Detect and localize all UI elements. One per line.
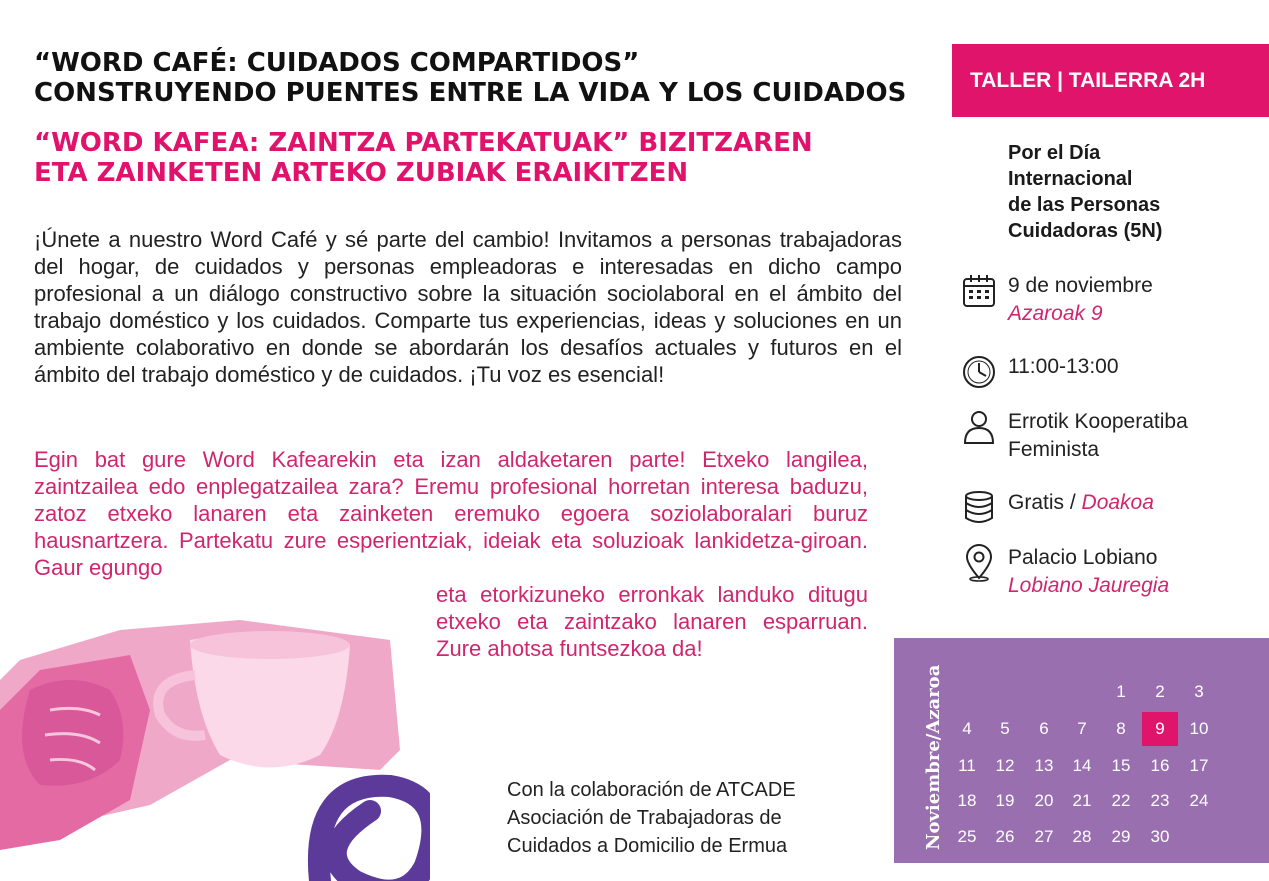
person-icon	[960, 408, 998, 446]
calendar-day-2: 2	[1155, 682, 1165, 701]
title-es-line1: “WORD CAFÉ: CUIDADOS COMPARTIDOS”	[34, 48, 640, 78]
title-spanish	[34, 48, 934, 108]
collab-line1: Con la colaboración de ATCADE	[507, 779, 796, 801]
info-venue	[960, 544, 1260, 604]
hand-cup-illustration	[0, 600, 430, 881]
calendar-day-4: 4	[962, 719, 972, 738]
title-es-line2: CONSTRUYENDO PUENTES ENTRE LA VIDA Y LOS CUIDADOS	[34, 78, 907, 108]
workshop-badge-label: TALLER | TAILERRA 2H	[970, 68, 1206, 92]
calendar-day-16: 16	[1150, 756, 1170, 775]
time-text: 11:00-13:00	[1008, 355, 1119, 378]
calendar-day-1: 1	[1116, 682, 1126, 701]
organizer-line2: Feminista	[1008, 438, 1100, 461]
location-pin-icon	[960, 544, 998, 582]
calendar-day-5: 5	[1000, 719, 1010, 738]
occasion-line3: de las Personas	[1008, 194, 1161, 216]
calendar-day-28: 28	[1072, 827, 1092, 846]
price-separator: /	[1064, 491, 1082, 514]
price-basque: Doakoa	[1081, 491, 1154, 514]
calendar-day-8: 8	[1116, 719, 1126, 738]
collaboration-credit	[507, 776, 867, 860]
calendar-day-13: 13	[1034, 756, 1054, 775]
venue-basque: Lobiano Jauregia	[1008, 574, 1170, 597]
calendar-day-18: 18	[957, 791, 977, 810]
calendar-day-29: 29	[1111, 827, 1131, 846]
occasion-line4: Cuidadoras (5N)	[1008, 220, 1163, 242]
info-price	[960, 489, 1260, 529]
calendar-day-9: 9	[1142, 712, 1178, 746]
clock-icon	[960, 353, 998, 391]
calendar-day-24: 24	[1189, 791, 1209, 810]
organizer-line1: Errotik Kooperatiba	[1008, 410, 1188, 433]
calendar-day-20: 20	[1034, 791, 1054, 810]
calendar-day-6: 6	[1039, 719, 1049, 738]
occasion-line2: Internacional	[1008, 168, 1133, 190]
calendar-day-22: 22	[1111, 791, 1131, 810]
paragraph-basque-part2: eta etorkizuneko erronkak landuko ditugu etxeko eta zaintzako lanaren esparruan. Zure ahotsa funtsezkoa da!	[436, 582, 868, 661]
calendar-day-14: 14	[1072, 756, 1092, 775]
occasion-text	[1008, 140, 1248, 244]
calendar-day-27: 27	[1034, 827, 1054, 846]
calendar-day-15: 15	[1111, 756, 1131, 775]
calendar-day-21: 21	[1072, 791, 1092, 810]
calendar-day-11: 11	[958, 756, 976, 775]
title-eu-line1: “WORD KAFEA: ZAINTZA PARTEKATUAK” BIZITZAREN	[34, 128, 813, 158]
info-date	[960, 272, 1260, 332]
paragraph-basque-part1: Egin bat gure Word Kafearekin eta izan aldaketaren parte! Etxeko langilea, zaintzailea edo enplegatzailea zara? Eremu profesional horretan interesa baduzu, zatoz etxeko lanaren eta zainketen eremuko egoera soziolaboralari buruz hausnartzera. Partekatu zure esperientziak, ideiak eta soluzioak lankidetza-giroan. Gaur egungo	[34, 447, 868, 580]
calendar-day-3: 3	[1194, 682, 1204, 701]
date-basque: Azaroak 9	[1008, 302, 1103, 325]
info-organizer	[960, 408, 1260, 468]
occasion-line1: Por el Día	[1008, 142, 1101, 164]
title-basque	[34, 128, 914, 188]
paragraph-spanish: ¡Únete a nuestro Word Café y sé parte del cambio! Invitamos a personas trabajadoras del hogar, de cuidados y personas empleadoras e interesadas en dicho campo profesional a un diálogo constructivo sobre la situación sociolaboral en el ámbito del trabajo doméstico y los cuidados. Comparte tus experiencias, ideas y soluciones en un ambiente colaborativo en donde se abordarán los desafíos actuales y futuros en el ámbito del trabajo doméstico y de cuidados. ¡Tu voz es esencial!	[34, 227, 902, 387]
collab-line2: Asociación de Trabajadoras de	[507, 807, 782, 829]
calendar-day-30: 30	[1150, 827, 1170, 846]
venue-spanish: Palacio Lobiano	[1008, 546, 1158, 569]
calendar-day-12: 12	[995, 756, 1015, 775]
title-eu-line2: ETA ZAINKETEN ARTEKO ZUBIAK ERAIKITZEN	[34, 158, 689, 188]
calendar-day-17: 17	[1189, 756, 1209, 775]
collab-line3: Cuidados a Domicilio de Ermua	[507, 835, 788, 857]
price-spanish: Gratis	[1008, 491, 1065, 514]
calendar-icon	[960, 272, 998, 310]
date-spanish: 9 de noviembre	[1008, 274, 1153, 297]
calendar-month-label: Noviembre/Azaroa	[923, 664, 944, 850]
info-time	[960, 353, 1260, 393]
calendar-day-25: 25	[957, 827, 977, 846]
calendar-day-23: 23	[1150, 791, 1170, 810]
calendar-day-7: 7	[1077, 719, 1087, 738]
calendar-day-26: 26	[995, 827, 1015, 846]
calendar-day-10: 10	[1189, 719, 1209, 738]
workshop-badge	[952, 44, 1269, 117]
coins-icon	[960, 489, 998, 527]
calendar-day-19: 19	[995, 791, 1015, 810]
